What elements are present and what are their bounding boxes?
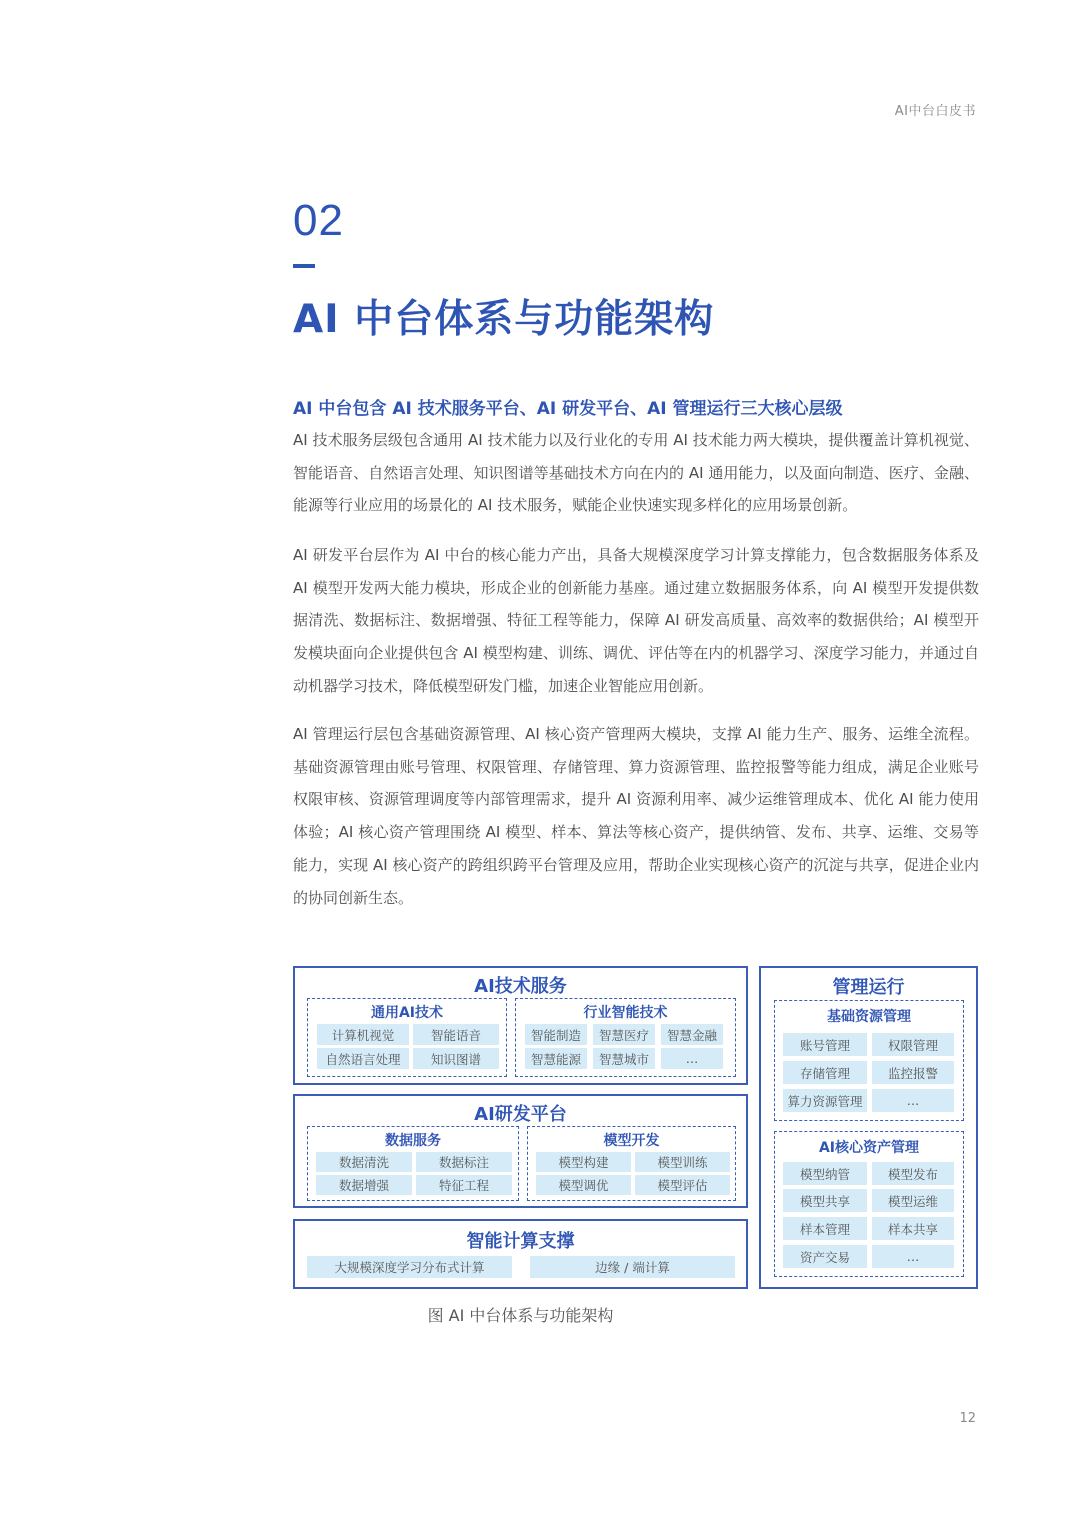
paragraph: AI 技术服务层级包含通用 AI 技术能力以及行业化的专用 AI 技术能力两大模块，提供覆盖计算机视觉、智能语音、自然语言处理、知识图谱等基础技术方向在内的 AI 通用能力，以及面向制造、医疗、金融、能源等行业应用的场景化的 AI 技术服务，赋能企业快速实现多样化的应用场景创新。	[293, 431, 979, 515]
tech-service-title: AI技术服务	[474, 976, 567, 997]
resource-title: 基础资源管理	[827, 1009, 911, 1025]
capability-cell: 智慧能源	[525, 1048, 587, 1069]
capability-cell: 数据清洗	[316, 1152, 412, 1172]
general-ai-group	[307, 998, 507, 1077]
capability-cell: 模型纳管	[783, 1162, 867, 1185]
capability-cell: 数据增强	[316, 1175, 412, 1195]
capability-cell: 模型调优	[536, 1175, 631, 1195]
capability-cell: …	[872, 1089, 954, 1112]
industry-ai-title: 行业智能技术	[583, 1005, 668, 1021]
figure-caption: 图 AI 中台体系与功能架构	[427, 1306, 614, 1325]
capability-cell: 模型发布	[872, 1162, 954, 1185]
paragraph: AI 管理运行层包含基础资源管理、AI 核心资产管理两大模块，支撑 AI 能力生产、服务、运维全流程。基础资源管理由账号管理、权限管理、存储管理、算力资源管理、监控报警等能力组成，满足企业账号权限审核、资源管理调度等内部管理需求，提升 AI 资源利用率、减少运维管理成本、优化 AI 能力使用体验；AI 核心资产管理围绕 AI 模型、样本、算法等核心资产，提供纳管、发布、共享、运维、交易等能力，实现 AI 核心资产的跨组织跨平台管理及应用，帮助企业实现核心资产的沉淀与共享，促进企业内的协同创新生态。	[293, 725, 979, 907]
model-dev-title: 模型开发	[603, 1133, 660, 1149]
capability-cell: 权限管理	[872, 1033, 954, 1056]
paragraph: AI 研发平台层作为 AI 中台的核心能力产出，具备大规模深度学习计算支撑能力，包含数据服务体系及 AI 模型开发两大能力模块，形成企业的创新能力基座。通过建立数据服务体系，向 AI 模型开发提供数据清洗、数据标注、数据增强、特征工程等能力，保障 AI 研发高质量、高效率的数据供给；AI 模型开发模块面向企业提供包含 AI 模型构建、训练、调优、评估等在内的机器学习、深度学习能力，并通过自动机器学习技术，降低模型研发门槛，加速企业智能应用创新。	[293, 546, 979, 695]
capability-cell: 计算机视觉	[317, 1024, 409, 1045]
capability-cell: 自然语言处理	[317, 1048, 409, 1069]
capability-cell: 存储管理	[783, 1061, 867, 1084]
capability-cell: 智慧医疗	[593, 1024, 655, 1045]
capability-cell: 监控报警	[872, 1061, 954, 1084]
capability-cell: 样本管理	[783, 1217, 867, 1240]
management-box	[759, 966, 978, 1289]
capability-cell: 算力资源管理	[783, 1089, 867, 1112]
assets-title: AI核心资产管理	[818, 1140, 920, 1156]
capability-cell: 模型评估	[635, 1175, 730, 1195]
capability-cell: 资产交易	[783, 1245, 867, 1268]
section-heading: AI 中台包含 AI 技术服务平台、AI 研发平台、AI 管理运行三大核心层级	[293, 399, 843, 419]
header-title: AI中台白皮书	[894, 104, 976, 119]
capability-cell: …	[872, 1245, 954, 1268]
capability-cell: 边缘 / 端计算	[530, 1256, 735, 1278]
capability-cell: 特征工程	[416, 1175, 512, 1195]
capability-cell: 智慧金融	[661, 1024, 723, 1045]
industry-ai-group	[515, 998, 736, 1077]
model-dev-group	[527, 1126, 736, 1201]
general-ai-title: 通用AI技术	[370, 1005, 444, 1021]
capability-cell: 智慧城市	[593, 1048, 655, 1069]
capability-cell: 模型构建	[536, 1152, 631, 1172]
capability-cell: 模型共享	[783, 1189, 867, 1212]
chapter-number: 02	[293, 196, 344, 245]
capability-cell: 大规模深度学习分布式计算	[307, 1256, 512, 1278]
capability-cell: 智能语音	[413, 1024, 499, 1045]
page-number: 12	[959, 1411, 976, 1426]
capability-cell: 数据标注	[416, 1152, 512, 1172]
capability-cell: 账号管理	[783, 1033, 867, 1056]
tech-service-box	[293, 966, 748, 1085]
capability-cell: 智能制造	[525, 1024, 587, 1045]
assets-group	[774, 1131, 964, 1277]
capability-cell: 模型运维	[872, 1189, 954, 1212]
data-service-title: 数据服务	[385, 1133, 441, 1149]
capability-cell: 模型训练	[635, 1152, 730, 1172]
data-service-group	[307, 1126, 519, 1201]
compute-box	[293, 1219, 748, 1289]
resource-group	[774, 1000, 964, 1121]
management-title: 管理运行	[832, 977, 905, 998]
capability-cell: 知识图谱	[413, 1048, 499, 1069]
compute-title: 智能计算支撑	[466, 1231, 575, 1252]
chapter-title: AI 中台体系与功能架构	[293, 297, 715, 342]
chapter-divider	[293, 264, 315, 268]
capability-cell: …	[661, 1048, 723, 1069]
capability-cell: 样本共享	[872, 1217, 954, 1240]
rd-platform-title: AI研发平台	[474, 1104, 567, 1125]
rd-platform-box	[293, 1094, 748, 1208]
